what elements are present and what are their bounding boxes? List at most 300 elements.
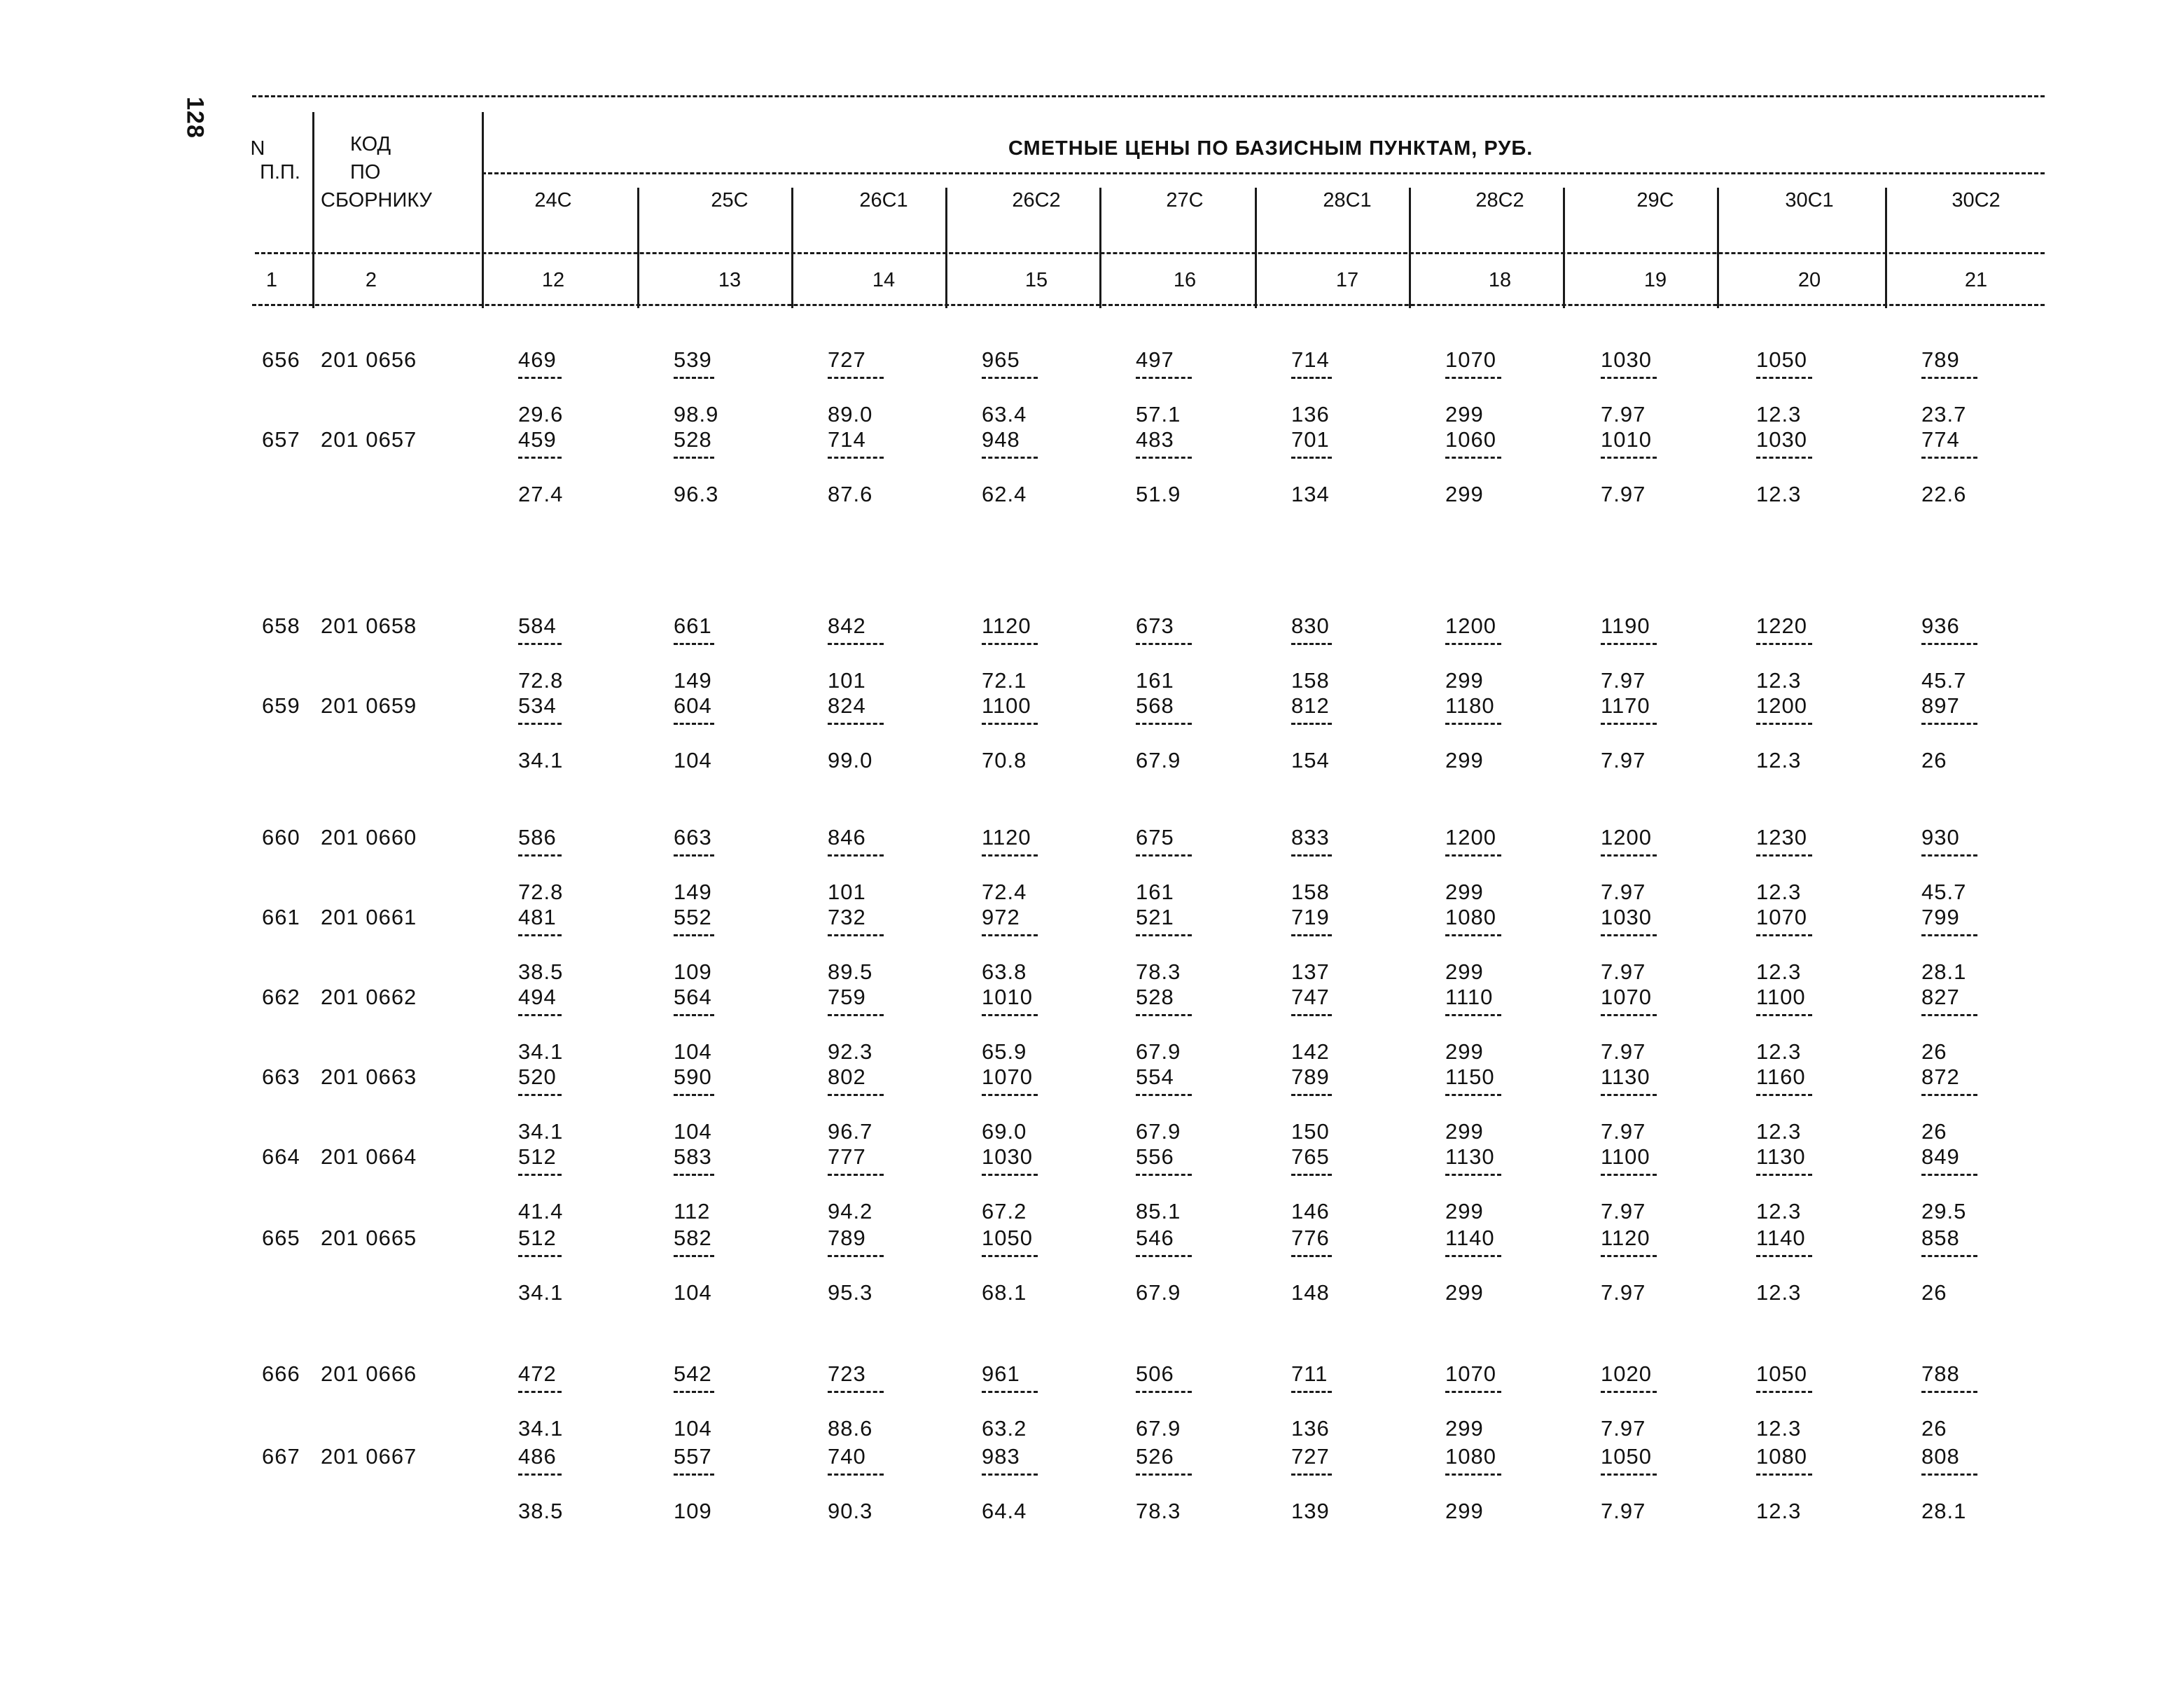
row-number: 667 [262,1444,300,1469]
transport-value: 7.97 [1601,1199,1646,1223]
price-value: 799 [1921,905,1960,929]
row-number: 657 [262,427,300,452]
fraction-line [828,854,884,857]
fraction-line [828,723,884,725]
price-value: 586 [518,825,557,850]
transport-value: 88.6 [828,1416,873,1441]
row-number: 660 [262,825,300,850]
separator-price-col-7 [1563,188,1565,308]
fraction-line [828,457,884,459]
separator-price-col-9 [1885,188,1887,308]
fraction-line [1921,934,1977,936]
price-value: 673 [1136,613,1174,638]
price-value: 1030 [1756,427,1807,452]
transport-value: 87.6 [828,482,873,506]
fraction-line [1291,377,1332,379]
header-point-5: 27С [1166,189,1204,212]
fraction-line [982,723,1038,725]
row-number: 665 [262,1226,300,1250]
price-value: 727 [828,347,866,372]
transport-value: 12.3 [1756,1280,1802,1305]
row-code: 201 0662 [321,985,417,1009]
price-value: 740 [828,1444,866,1469]
fraction-line [1136,723,1192,725]
transport-value: 99.0 [828,748,873,772]
transport-value: 96.7 [828,1119,873,1144]
transport-value: 161 [1136,668,1174,693]
header-point-10: 30С2 [1952,189,2001,212]
fraction-line [982,643,1038,645]
fraction-line [674,1174,714,1176]
price-value: 1030 [1601,905,1652,929]
transport-value: 34.1 [518,1280,564,1305]
row-code: 201 0663 [321,1065,417,1089]
transport-value: 7.97 [1601,1499,1646,1523]
fraction-line [982,1255,1038,1257]
price-value: 1080 [1756,1444,1807,1469]
fraction-line [828,1473,884,1476]
fraction-line [1601,1094,1657,1096]
price-value: 711 [1291,1361,1328,1386]
transport-value: 94.2 [828,1199,873,1223]
transport-value: 12.3 [1756,1416,1802,1441]
column-number-12: 12 [541,269,565,291]
price-value: 842 [828,613,866,638]
price-value: 972 [982,905,1020,929]
price-value: 528 [674,427,712,452]
price-value: 830 [1291,613,1330,638]
price-value: 1050 [1756,1361,1807,1386]
price-value: 1070 [1756,905,1807,929]
transport-value: 104 [674,1416,712,1441]
price-value: 1030 [982,1144,1033,1169]
price-value: 512 [518,1144,557,1169]
fraction-line [1756,854,1812,857]
price-value: 472 [518,1361,557,1386]
price-value: 1070 [1445,1361,1496,1386]
transport-value: 104 [674,748,712,772]
fraction-line [828,377,884,379]
fraction-line [1445,1094,1501,1096]
fraction-line [674,457,714,459]
transport-value: 68.1 [982,1280,1027,1305]
row-code: 201 0667 [321,1444,417,1469]
transport-value: 104 [674,1119,712,1144]
fraction-line [674,1391,714,1393]
price-value: 521 [1136,905,1174,929]
separator-price-col-1 [637,188,639,308]
transport-value: 12.3 [1756,1199,1802,1223]
price-value: 539 [674,347,712,372]
price-value: 872 [1921,1065,1960,1089]
transport-value: 299 [1445,1499,1484,1523]
price-value: 556 [1136,1144,1174,1169]
fraction-line [674,1094,714,1096]
price-value: 1150 [1445,1065,1495,1089]
transport-value: 38.5 [518,959,564,984]
transport-value: 136 [1291,402,1330,427]
fraction-line [1756,934,1812,936]
transport-value: 12.3 [1756,1039,1802,1064]
fraction-line [1601,723,1657,725]
fraction-line [1291,723,1332,725]
row-code: 201 0664 [321,1144,417,1169]
column-number-15: 15 [1024,269,1048,291]
fraction-line [1445,934,1501,936]
separator-price-col-5 [1255,188,1257,308]
price-value: 1180 [1445,693,1495,718]
price-value: 512 [518,1226,557,1250]
transport-value: 29.6 [518,402,564,427]
transport-value: 67.2 [982,1199,1027,1223]
transport-value: 67.9 [1136,1416,1181,1441]
transport-value: 7.97 [1601,1039,1646,1064]
transport-value: 161 [1136,880,1174,904]
transport-value: 26 [1921,748,1947,772]
transport-value: 7.97 [1601,482,1646,506]
price-value: 554 [1136,1065,1174,1089]
row-number: 664 [262,1144,300,1169]
header-code-line1: КОД [350,133,391,155]
price-value: 846 [828,825,866,850]
transport-value: 136 [1291,1416,1330,1441]
price-value: 494 [518,985,557,1009]
header-point-8: 29С [1636,189,1674,212]
fraction-line [1445,1014,1501,1016]
row-number: 666 [262,1361,300,1386]
fraction-line [1921,723,1977,725]
transport-value: 34.1 [518,1039,564,1064]
header-point-3: 26С1 [859,189,908,212]
price-value: 723 [828,1361,866,1386]
fraction-line [518,377,562,379]
fraction-line [1445,723,1501,725]
column-number-19: 19 [1643,269,1667,291]
price-value: 1200 [1445,613,1496,638]
column-number-2: 2 [365,269,377,291]
transport-value: 101 [828,880,866,904]
column-number-20: 20 [1797,269,1821,291]
price-value: 1070 [982,1065,1033,1089]
fraction-line [1756,1174,1812,1176]
transport-value: 149 [674,668,712,693]
fraction-line [1291,1255,1332,1257]
fraction-line [1291,1014,1332,1016]
transport-value: 98.9 [674,402,719,427]
fraction-line [1601,1014,1657,1016]
transport-value: 12.3 [1756,668,1802,693]
price-value: 719 [1291,905,1330,929]
transport-value: 26 [1921,1039,1947,1064]
price-value: 930 [1921,825,1960,850]
transport-value: 7.97 [1601,668,1646,693]
price-value: 727 [1291,1444,1330,1469]
transport-value: 7.97 [1601,402,1646,427]
transport-value: 12.3 [1756,880,1802,904]
header-point-2: 25С [711,189,749,212]
transport-value: 12.3 [1756,1119,1802,1144]
price-value: 483 [1136,427,1174,452]
transport-value: 26 [1921,1119,1947,1144]
column-number-14: 14 [872,269,896,291]
fraction-line [518,723,562,725]
transport-value: 299 [1445,668,1484,693]
fraction-line [1921,643,1977,645]
price-value: 568 [1136,693,1174,718]
transport-value: 7.97 [1601,959,1646,984]
transport-value: 23.7 [1921,402,1967,427]
fraction-line [1921,1174,1977,1176]
fraction-line [1445,377,1501,379]
header-np-line1: N [250,137,265,160]
price-value: 1070 [1445,347,1496,372]
price-value: 469 [518,347,557,372]
price-value: 1120 [1601,1226,1650,1250]
column-number-17: 17 [1335,269,1359,291]
transport-value: 67.9 [1136,1039,1181,1064]
price-value: 774 [1921,427,1960,452]
row-number: 656 [262,347,300,372]
fraction-line [518,1391,562,1393]
row-code: 201 0659 [321,693,417,718]
price-value: 1230 [1756,825,1807,850]
price-value: 1010 [982,985,1033,1009]
price-value: 1120 [982,613,1031,638]
price-value: 481 [518,905,557,929]
transport-value: 26 [1921,1280,1947,1305]
price-value: 824 [828,693,866,718]
price-value: 732 [828,905,866,929]
price-value: 812 [1291,693,1330,718]
fraction-line [1921,1014,1977,1016]
fraction-line [1445,1473,1501,1476]
fraction-line [1756,377,1812,379]
price-value: 897 [1921,693,1960,718]
row-code: 201 0666 [321,1361,417,1386]
separator-price-col-8 [1717,188,1719,308]
transport-value: 299 [1445,402,1484,427]
separator-price-col-2 [791,188,793,308]
row-number: 663 [262,1065,300,1089]
fraction-line [1136,1473,1192,1476]
transport-value: 85.1 [1136,1199,1181,1223]
transport-value: 67.9 [1136,748,1181,772]
fraction-line [982,457,1038,459]
fraction-line [1291,934,1332,936]
transport-value: 158 [1291,880,1330,904]
transport-value: 34.1 [518,1416,564,1441]
column-number-13: 13 [718,269,742,291]
price-value: 1120 [982,825,1031,850]
transport-value: 41.4 [518,1199,564,1223]
header-bottom-rule [252,304,2045,306]
fraction-line [518,643,562,645]
fraction-line [1921,854,1977,857]
fraction-line [982,1473,1038,1476]
transport-value: 89.0 [828,402,873,427]
transport-value: 28.1 [1921,1499,1967,1523]
fraction-line [1136,934,1192,936]
transport-value: 12.3 [1756,402,1802,427]
page-number: 128 [181,97,209,139]
price-value: 497 [1136,347,1174,372]
price-value: 1160 [1756,1065,1806,1089]
column-number-1: 1 [265,269,278,291]
fraction-line [1921,457,1977,459]
transport-value: 12.3 [1756,748,1802,772]
header-point-6: 28С1 [1323,189,1372,212]
header-np-line2: П.П. [260,161,300,183]
fraction-line [674,1473,714,1476]
transport-value: 64.4 [982,1499,1027,1523]
price-value: 789 [1921,347,1960,372]
header-sub-rule [482,172,2045,174]
transport-value: 72.4 [982,880,1027,904]
fraction-line [1291,1174,1332,1176]
price-value: 584 [518,613,557,638]
transport-value: 96.3 [674,482,719,506]
fraction-line [828,1391,884,1393]
header-code-line2: ПО [350,161,381,183]
transport-value: 63.8 [982,959,1027,984]
row-number: 659 [262,693,300,718]
row-code: 201 0665 [321,1226,417,1250]
transport-value: 63.2 [982,1416,1027,1441]
price-value: 1100 [982,693,1031,718]
separator-price-col-3 [945,188,947,308]
fraction-line [674,1014,714,1016]
price-value: 1140 [1445,1226,1495,1250]
fraction-line [828,1174,884,1176]
price-value: 1220 [1756,613,1807,638]
price-value: 1060 [1445,427,1496,452]
price-value: 1100 [1601,1144,1650,1169]
price-value: 1080 [1445,1444,1496,1469]
price-value: 789 [1291,1065,1330,1089]
header-point-7: 28С2 [1475,189,1524,212]
fraction-line [1601,1174,1657,1176]
fraction-line [674,934,714,936]
fraction-line [1136,377,1192,379]
fraction-line [518,854,562,857]
price-value: 1130 [1756,1144,1806,1169]
fraction-line [1756,723,1812,725]
separator-np-code [312,112,314,308]
price-value: 1030 [1601,347,1652,372]
fraction-line [982,1094,1038,1096]
fraction-line [828,1014,884,1016]
transport-value: 158 [1291,668,1330,693]
transport-value: 154 [1291,748,1330,772]
fraction-line [1291,643,1332,645]
fraction-line [1445,457,1501,459]
fraction-line [518,1094,562,1096]
price-value: 777 [828,1144,866,1169]
price-value: 789 [828,1226,866,1250]
transport-value: 299 [1445,1280,1484,1305]
transport-value: 146 [1291,1199,1330,1223]
fraction-line [1601,377,1657,379]
transport-value: 148 [1291,1280,1330,1305]
transport-value: 90.3 [828,1499,873,1523]
fraction-line [1291,854,1332,857]
transport-value: 299 [1445,880,1484,904]
fraction-line [1136,643,1192,645]
price-value: 983 [982,1444,1020,1469]
transport-value: 62.4 [982,482,1027,506]
fraction-line [1756,1014,1812,1016]
column-number-16: 16 [1173,269,1197,291]
fraction-line [1756,457,1812,459]
fraction-line [1136,854,1192,857]
price-value: 1050 [982,1226,1033,1250]
fraction-line [1291,1391,1332,1393]
fraction-line [982,1391,1038,1393]
fraction-line [1921,1094,1977,1096]
price-value: 552 [674,905,712,929]
fraction-line [1445,1255,1501,1257]
row-number: 662 [262,985,300,1009]
price-value: 765 [1291,1144,1330,1169]
header-point-4: 26С2 [1012,189,1061,212]
transport-value: 7.97 [1601,748,1646,772]
transport-value: 12.3 [1756,959,1802,984]
fraction-line [1136,1014,1192,1016]
table-title: СМЕТНЫЕ ЦЕНЫ ПО БАЗИСНЫМ ПУНКТАМ, РУБ. [1008,137,1533,160]
transport-value: 38.5 [518,1499,564,1523]
fraction-line [1756,1094,1812,1096]
fraction-line [1756,1391,1812,1393]
price-value: 534 [518,693,557,718]
transport-value: 34.1 [518,748,564,772]
transport-value: 78.3 [1136,1499,1181,1523]
price-value: 1010 [1601,427,1652,452]
transport-value: 63.4 [982,402,1027,427]
separator-price-col-6 [1409,188,1411,308]
transport-value: 7.97 [1601,1280,1646,1305]
transport-value: 12.3 [1756,1499,1802,1523]
separator-code-prices [482,112,484,308]
fraction-line [674,723,714,725]
fraction-line [1756,1473,1812,1476]
transport-value: 299 [1445,748,1484,772]
fraction-line [1601,1473,1657,1476]
fraction-line [674,643,714,645]
fraction-line [1601,1255,1657,1257]
fraction-line [1601,457,1657,459]
price-value: 1200 [1756,693,1807,718]
fraction-line [982,934,1038,936]
transport-value: 28.1 [1921,959,1967,984]
transport-value: 45.7 [1921,880,1967,904]
price-value: 1050 [1756,347,1807,372]
transport-value: 299 [1445,959,1484,984]
fraction-line [982,377,1038,379]
price-value: 1200 [1445,825,1496,850]
fraction-line [518,1174,562,1176]
fraction-line [1291,1473,1332,1476]
price-value: 1070 [1601,985,1652,1009]
price-value: 1020 [1601,1361,1652,1386]
fraction-line [518,1014,562,1016]
transport-value: 299 [1445,1416,1484,1441]
row-number: 661 [262,905,300,929]
price-value: 528 [1136,985,1174,1009]
fraction-line [1756,643,1812,645]
transport-value: 69.0 [982,1119,1027,1144]
transport-value: 112 [674,1199,711,1223]
fraction-line [1921,1255,1977,1257]
